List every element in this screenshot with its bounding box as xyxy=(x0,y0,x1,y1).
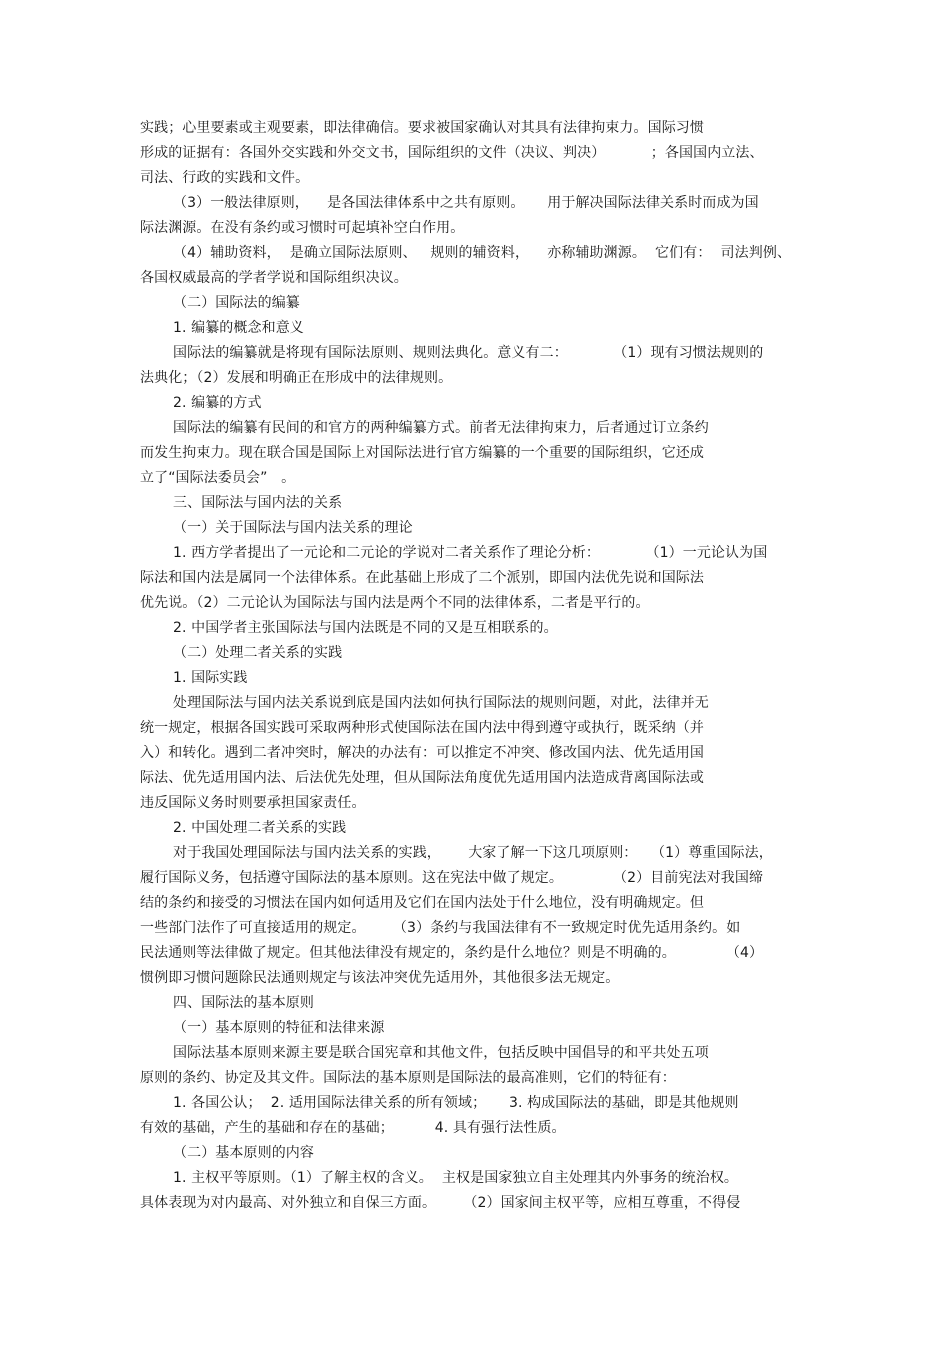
text-line: 1. 主权平等原则。（1）了解主权的含义。 主权是国家独立自主处理其内外事务的统治权。 xyxy=(173,1170,739,1186)
section-heading: （二）国际法的编纂 xyxy=(173,295,300,311)
text-line: 国际法基本原则来源主要是联合国宪章和其他文件，包括反映中国倡导的和平共处五项 xyxy=(173,1045,709,1061)
section-heading: 四、国际法的基本原则 xyxy=(173,995,314,1011)
text-line: 一些部门法作了可直接适用的规定。 （3）条约与我国法律有不一致规定时优先适用条约。如 xyxy=(140,920,741,936)
text-line: 立了“国际法委员会” 。 xyxy=(140,470,296,486)
section-heading: 1. 国际实践 xyxy=(173,670,248,686)
text-line: 原则的条约、协定及其文件。国际法的基本原则是国际法的最高准则，它们的特征有： xyxy=(140,1070,676,1086)
text-line: 有效的基础，产生的基础和存在的基础； 4. 具有强行法性质。 xyxy=(140,1120,566,1136)
text-line: 国际法的编纂有民间的和官方的两种编纂方式。前者无法律拘束力，后者通过订立条约 xyxy=(173,420,709,436)
text-line: 国际法的编纂就是将现有国际法原则、规则法典化。意义有二： （1）现有习惯法规则的 xyxy=(173,345,764,361)
text-line: 实践；心里要素或主观要素，即法律确信。要求被国家确认对其具有法律拘束力。国际习惯 xyxy=(140,120,704,136)
text-line: 惯例即习惯问题除民法通则规定与该法冲突优先适用外，其他很多法无规定。 xyxy=(140,970,620,986)
section-heading: （二）处理二者关系的实践 xyxy=(173,645,343,661)
section-heading: 2. 中国处理二者关系的实践 xyxy=(173,820,347,836)
text-line: 入）和转化。遇到二者冲突时，解决的办法有：可以推定不冲突、修改国内法、优先适用国 xyxy=(140,745,704,761)
section-heading: （一）基本原则的特征和法律来源 xyxy=(173,1020,385,1036)
text-line: 统一规定，根据各国实践可采取两种形式使国际法在国内法中得到遵守或执行，既采纳（并 xyxy=(140,720,704,736)
text-line: 际法渊源。在没有条约或习惯时可起填补空白作用。 xyxy=(140,220,465,236)
section-heading: 1. 编纂的概念和意义 xyxy=(173,320,304,336)
text-line: 际法、优先适用国内法、后法优先处理，但从国际法角度优先适用国内法造成背离国际法或 xyxy=(140,770,704,786)
text-line: 1. 西方学者提出了一元论和二元论的学说对二者关系作了理论分析： （1）一元论认为国 xyxy=(173,545,768,561)
text-line: 违反国际义务时则要承担国家责任。 xyxy=(140,795,366,811)
text-line: 际法和国内法是属同一个法律体系。在此基础上形成了二个派别，即国内法优先说和国际法 xyxy=(140,570,704,586)
text-line: 具体表现为对内最高、对外独立和自保三方面。 （2）国家间主权平等，应相互尊重，不得侵 xyxy=(140,1195,741,1211)
text-line: 优先说。（2）二元论认为国际法与国内法是两个不同的法律体系，二者是平行的。 xyxy=(140,595,650,611)
text-line: 形成的证据有：各国外交实践和外交文书，国际组织的文件（决议、判决） ；各国国内立法、 xyxy=(140,145,764,161)
text-line: 而发生拘束力。现在联合国是国际上对国际法进行官方编纂的一个重要的国际组织，它还成 xyxy=(140,445,704,461)
text-line: 结的条约和接受的习惯法在国内如何适用及它们在国内法处于什么地位，没有明确规定。但 xyxy=(140,895,704,911)
text-line: 民法通则等法律做了规定。但其他法律没有规定的，条约是什么地位？则是不明确的。 （4） xyxy=(140,945,764,961)
text-line: （3）一般法律原则， 是各国法律体系中之共有原则。 用于解决国际法律关系时而成为国 xyxy=(173,195,759,211)
section-heading: （二）基本原则的内容 xyxy=(173,1145,314,1161)
text-line: 法典化；（2）发展和明确正在形成中的法律规则。 xyxy=(140,370,453,386)
text-line: 2. 中国学者主张国际法与国内法既是不同的又是互相联系的。 xyxy=(173,620,558,636)
text-line: 司法、行政的实践和文件。 xyxy=(140,170,310,186)
text-line: 对于我国处理国际法与国内法关系的实践， 大家了解一下这几项原则： （1）尊重国际法， xyxy=(173,845,773,861)
text-line: 履行国际义务，包括遵守国际法的基本原则。这在宪法中做了规定。 （2）目前宪法对我国缔 xyxy=(140,870,764,886)
text-line: （4）辅助资料， 是确立国际法原则、 规则的辅资料， 亦称辅助渊源。 它们有： 司法判例、 xyxy=(173,245,792,261)
section-heading: （一）关于国际法与国内法关系的理论 xyxy=(173,520,413,536)
text-line: 各国权威最高的学者学说和国际组织决议。 xyxy=(140,270,408,286)
text-line: 1. 各国公认； 2. 适用国际法律关系的所有领域； 3. 构成国际法的基础，即是其他规则 xyxy=(173,1095,739,1111)
text-line: 处理国际法与国内法关系说到底是国内法如何执行国际法的规则问题，对此，法律并无 xyxy=(173,695,709,711)
section-heading: 三、国际法与国内法的关系 xyxy=(173,495,343,511)
section-heading: 2. 编纂的方式 xyxy=(173,395,262,411)
